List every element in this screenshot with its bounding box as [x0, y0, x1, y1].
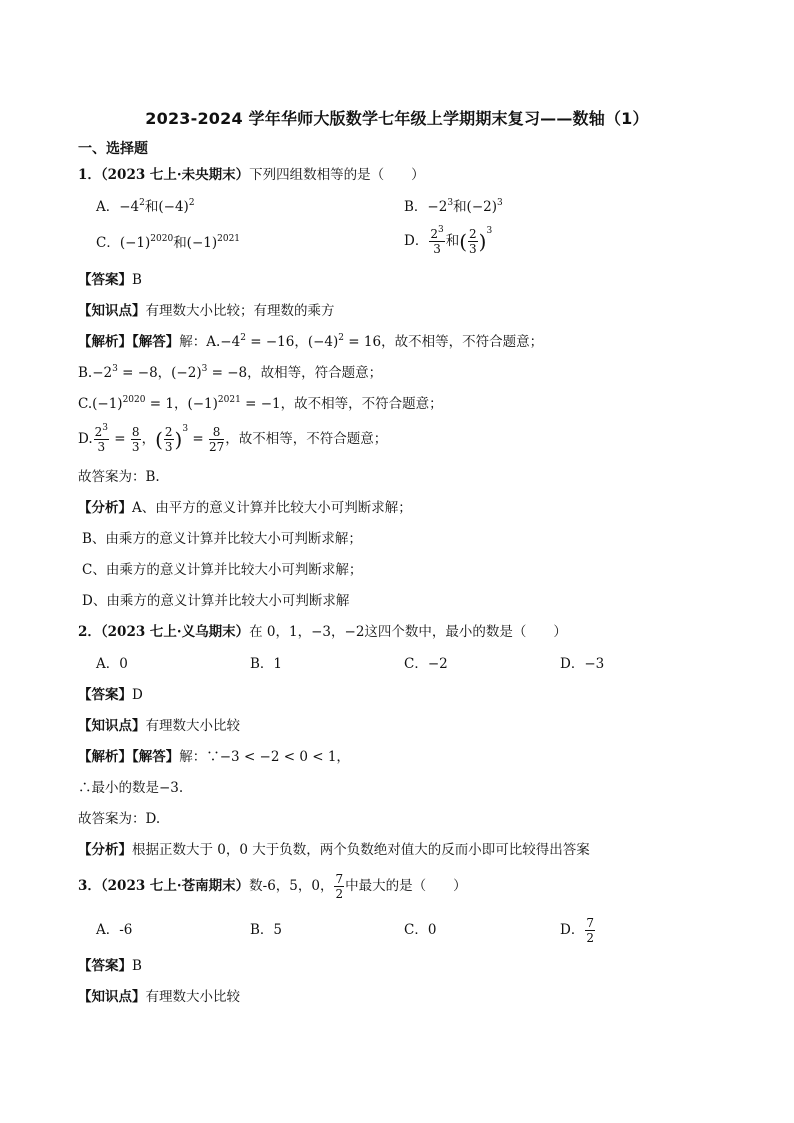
q2-option-d: D．−3	[560, 656, 605, 672]
q3-answer	[78, 957, 142, 975]
q2-option-a: A．0	[96, 656, 128, 672]
question-text: 中最大的是（ ）	[345, 878, 467, 894]
exponent: 3	[486, 226, 493, 236]
fraction	[209, 426, 224, 453]
q1-analysis-b: B、由乘方的意义计算并比较大小可判断求解；	[82, 531, 362, 547]
question-source: （2023 七上·义乌期末）	[100, 624, 250, 640]
exponent: 2	[338, 333, 344, 343]
fraction	[585, 917, 595, 944]
solution-tag: 【解析】【解答】	[78, 334, 180, 350]
exponent: 2	[240, 333, 246, 343]
knowledge-text: 有理数大小比较；有理数的乘方	[145, 303, 335, 319]
question-text: 在 0，1，−3，−2这四个数中，最小的数是（ ）	[249, 624, 567, 640]
math: −2	[427, 199, 448, 215]
exponent: 3	[201, 364, 208, 374]
answer-tag: 【答案】	[78, 958, 132, 974]
q2-analysis	[78, 841, 590, 859]
math: = −8，(−2)	[117, 365, 202, 381]
q2-option-c: C．−2	[404, 656, 448, 672]
q1-option-a	[96, 198, 195, 216]
q1-solution-a	[78, 333, 543, 351]
numerator: 8	[209, 426, 224, 440]
math: (−1)	[119, 235, 151, 251]
knowledge-tag: 【知识点】	[78, 718, 146, 734]
exponent: 3	[112, 364, 118, 374]
denominator: 3	[131, 440, 140, 454]
q1-analysis-c: C、由乘方的意义计算并比较大小可判断求解；	[82, 562, 363, 578]
question-source: （2023 七上·苍南期末）	[100, 878, 250, 894]
q3-option-a: A．-6	[96, 922, 133, 938]
numerator: 2	[164, 425, 173, 439]
knowledge-text: 有理数大小比较	[145, 718, 240, 734]
math: 解：A.−4	[179, 334, 241, 350]
q3-option-b: B．5	[250, 922, 283, 938]
exponent: 3	[102, 423, 109, 433]
numerator: 8	[131, 425, 140, 439]
exponent: 2021	[217, 234, 241, 244]
analysis-text: 根据正数大于 0，0 大于负数，两个负数绝对值大的反而小即可比较得出答案	[132, 842, 590, 858]
denominator: 3	[469, 242, 477, 256]
denominator: 3	[164, 440, 173, 454]
denominator: 3	[433, 242, 441, 256]
q2-solution-2: ∴最小的数是−3.	[78, 780, 184, 796]
paren: (	[155, 427, 163, 452]
q1-answer	[78, 271, 142, 289]
exponent: 3	[447, 198, 454, 208]
math: 和(−2)	[453, 199, 497, 215]
q1-analysis-a	[78, 499, 412, 517]
question-number: 2．	[78, 624, 101, 640]
math: 和(−4)	[144, 199, 189, 215]
numerator: 7	[586, 916, 594, 930]
paren: (	[459, 229, 468, 254]
answer-value: B	[132, 272, 142, 288]
exponent: 2	[139, 198, 145, 208]
math: D.	[78, 431, 93, 447]
exponent: 2021	[217, 395, 241, 405]
section-heading: 一、选择题	[78, 141, 148, 157]
question-3-stem	[78, 868, 467, 904]
denominator: 3	[97, 440, 106, 454]
q1-option-b	[404, 198, 503, 216]
exponent: 3	[497, 198, 503, 208]
exponent: 2	[188, 198, 195, 208]
q1-option-d	[404, 224, 492, 259]
analysis-tag: 【分析】	[78, 842, 132, 858]
denominator: 27	[208, 440, 225, 454]
math: = 1，(−1)	[145, 396, 218, 412]
fraction	[429, 225, 444, 256]
math: C.(−1)	[78, 396, 123, 412]
question-text: 下列四组数相等的是（ ）	[249, 167, 425, 183]
numerator: 2	[430, 227, 438, 241]
option-label: D．	[560, 922, 585, 938]
q3-option-d	[560, 912, 596, 948]
analysis-tag: 【分析】	[78, 500, 132, 516]
fraction	[94, 423, 109, 454]
question-1-stem	[78, 166, 425, 184]
question-number: 1．	[78, 167, 101, 183]
denominator: 2	[586, 931, 594, 945]
exponent: 2020	[150, 234, 174, 244]
analysis-text: A、由平方的意义计算并比较大小可判断求解；	[132, 500, 412, 516]
numerator: 2	[94, 425, 103, 439]
q2-knowledge	[78, 717, 240, 735]
option-label: C．	[96, 235, 120, 251]
math: −4	[119, 199, 140, 215]
question-2-stem	[78, 623, 567, 641]
q1-solution-d	[78, 421, 387, 458]
math: ，	[141, 431, 156, 447]
question-number: 3．	[78, 878, 101, 894]
knowledge-tag: 【知识点】	[78, 303, 146, 319]
option-label: B．	[404, 199, 428, 215]
answer-tag: 【答案】	[78, 272, 132, 288]
q2-conclusion: 故答案为：D.	[78, 811, 161, 827]
q3-option-c: C．0	[404, 922, 437, 938]
q1-analysis-d: D、由乘方的意义计算并比较大小可判断求解	[82, 593, 350, 609]
solution-text: 解：∵−3 < −2 < 0 < 1，	[179, 749, 350, 765]
q1-conclusion: 故答案为：B.	[78, 469, 160, 485]
math: B.−2	[78, 365, 113, 381]
numerator: 7	[335, 872, 344, 886]
paren: )	[478, 229, 487, 254]
q3-knowledge	[78, 988, 240, 1006]
math: = 16，故不相等，不符合题意；	[344, 334, 544, 350]
answer-value: D	[132, 687, 143, 703]
math: ，故不相等，不符合题意；	[225, 431, 388, 447]
option-label: A．	[96, 199, 120, 215]
math: =	[110, 431, 130, 447]
q2-solution	[78, 748, 350, 766]
math: 和(−1)	[173, 235, 218, 251]
q1-solution-b	[78, 364, 382, 382]
q1-knowledge	[78, 302, 335, 320]
q2-answer	[78, 686, 143, 704]
question-source: （2023 七上·未央期末）	[100, 167, 250, 183]
exponent: 3	[182, 424, 189, 434]
fraction	[334, 873, 344, 900]
math: = −1，故不相等，不符合题意；	[240, 396, 443, 412]
answer-value: B	[132, 958, 142, 974]
math: =	[188, 431, 208, 447]
knowledge-tag: 【知识点】	[78, 989, 146, 1005]
math: = −16，(−4)	[245, 334, 339, 350]
math: = −8，故相等，符合题意；	[207, 365, 383, 381]
question-text: 数-6，5，0，	[249, 878, 334, 894]
q1-option-c	[96, 234, 240, 252]
denominator: 2	[335, 887, 344, 901]
exponent: 3	[437, 225, 444, 235]
fraction	[164, 426, 174, 453]
solution-tag: 【解析】【解答】	[78, 749, 180, 765]
knowledge-text: 有理数大小比较	[145, 989, 240, 1005]
numerator: 2	[469, 227, 477, 241]
q1-solution-c	[78, 395, 443, 413]
answer-tag: 【答案】	[78, 687, 132, 703]
q2-option-b: B．1	[250, 656, 283, 672]
math: 和	[445, 233, 460, 249]
exponent: 2020	[122, 395, 146, 405]
page-title: 2023-2024 学年华师大版数学七年级上学期期末复习——数轴（1）	[145, 109, 649, 128]
fraction	[468, 228, 478, 255]
paren: )	[174, 427, 183, 452]
fraction	[131, 426, 141, 453]
option-label: D．	[404, 233, 429, 249]
